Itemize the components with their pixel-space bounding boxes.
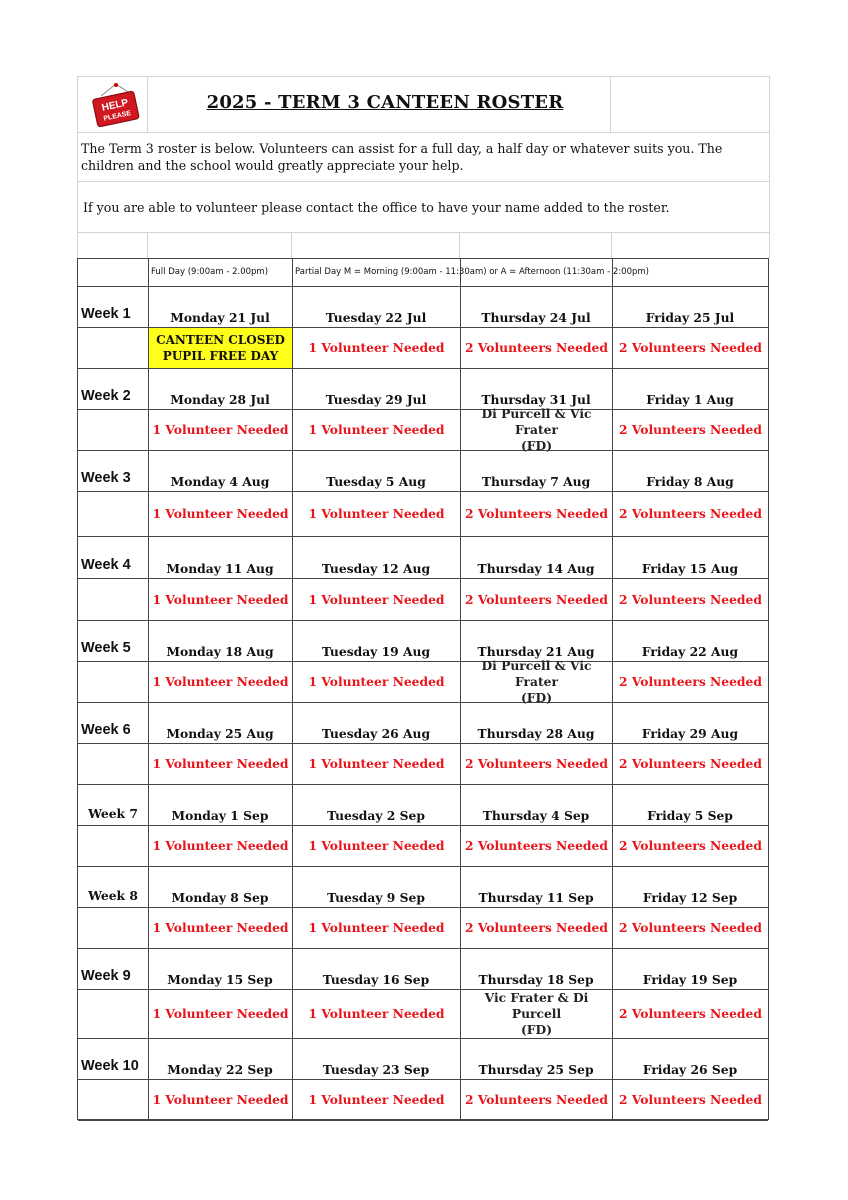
volunteer-names-cell: Vic Frater & Di Purcell (FD)	[484, 990, 589, 1037]
volunteers-needed-cell: 1 Volunteer Needed	[308, 1006, 445, 1021]
volunteers-needed-cell: 2 Volunteers Needed	[619, 1006, 762, 1021]
partial-day-caption: Partial Day M = Morning (9:00am - 11:30am) or A = Afternoon (11:30am - 2:00pm)	[295, 267, 649, 277]
volunteers-needed-cell: 1 Volunteer Needed	[308, 422, 445, 437]
full-day-caption: Full Day (9:00am - 2.00pm)	[151, 267, 269, 277]
svg-text:PLEASE: PLEASE	[102, 110, 132, 123]
contact-text: If you are able to volunteer please contact the office to have your name added to the roster.	[83, 200, 670, 215]
volunteers-needed-cell: 1 Volunteer Needed	[152, 422, 289, 437]
day-date: Tuesday 12 Aug	[321, 561, 431, 576]
day-date: Tuesday 19 Aug	[321, 644, 431, 659]
gridline	[611, 232, 612, 258]
volunteers-needed-cell: 1 Volunteer Needed	[152, 1006, 289, 1021]
volunteers-needed-cell: 2 Volunteers Needed	[619, 920, 762, 935]
volunteers-needed-cell: 2 Volunteers Needed	[465, 920, 608, 935]
day-date: Monday 28 Jul	[170, 392, 270, 407]
volunteer-names-cell: Di Purcell & Vic Frater (FD)	[481, 406, 592, 453]
week-label: Week 3	[81, 470, 131, 486]
day-date: Tuesday 23 Sep	[322, 1062, 430, 1077]
day-date: Thursday 31 Jul	[481, 392, 591, 407]
week-label: Week 2	[81, 388, 131, 404]
gridline	[291, 232, 292, 258]
day-date: Thursday 28 Aug	[477, 726, 595, 741]
volunteers-needed-cell: 1 Volunteer Needed	[152, 591, 289, 607]
day-date: Friday 29 Aug	[641, 726, 739, 741]
day-date: Thursday 11 Sep	[478, 890, 594, 905]
day-date: Friday 1 Aug	[646, 392, 734, 407]
day-date: Tuesday 9 Sep	[327, 890, 425, 905]
volunteers-needed-cell: 1 Volunteer Needed	[308, 838, 445, 853]
day-date: Friday 8 Aug	[646, 474, 734, 489]
day-date: Friday 25 Jul	[645, 310, 735, 325]
gridline	[77, 132, 769, 133]
gridline	[77, 76, 769, 77]
volunteers-needed-cell: 1 Volunteer Needed	[308, 756, 445, 771]
day-date: Monday 25 Aug	[166, 726, 274, 741]
roster-table	[77, 258, 769, 1120]
volunteers-needed-cell: 1 Volunteer Needed	[152, 674, 289, 689]
canteen-closed-cell: CANTEEN CLOSED PUPIL FREE DAY	[149, 328, 292, 368]
day-date: Thursday 18 Sep	[478, 972, 594, 987]
week-label: Week 7	[88, 806, 138, 821]
help-please-sign-icon	[91, 82, 141, 128]
day-date: Thursday 24 Jul	[481, 310, 591, 325]
day-date: Tuesday 2 Sep	[327, 808, 425, 823]
day-date: Thursday 25 Sep	[478, 1062, 594, 1077]
day-date: Friday 26 Sep	[642, 1062, 738, 1077]
gridline	[769, 76, 770, 258]
gridline	[147, 76, 148, 132]
week-label: Week 4	[81, 557, 131, 573]
day-date: Monday 11 Aug	[166, 561, 274, 576]
volunteers-needed-cell: 1 Volunteer Needed	[152, 838, 289, 853]
day-date: Tuesday 22 Jul	[325, 310, 427, 325]
day-date: Friday 12 Sep	[642, 890, 738, 905]
day-date: Tuesday 29 Jul	[325, 392, 427, 407]
gridline	[77, 76, 78, 258]
volunteers-needed-cell: 2 Volunteers Needed	[619, 1092, 762, 1107]
gridline	[77, 181, 769, 182]
day-date: Monday 21 Jul	[170, 310, 270, 325]
day-date: Tuesday 5 Aug	[326, 474, 426, 489]
volunteers-needed-cell: 2 Volunteers Needed	[465, 838, 608, 853]
week-label: Week 5	[81, 640, 131, 656]
week-label: Week 10	[81, 1058, 139, 1074]
volunteers-needed-cell: 2 Volunteers Needed	[619, 506, 762, 521]
roster-header	[77, 76, 769, 258]
volunteers-needed-cell: 1 Volunteer Needed	[308, 591, 445, 607]
day-date: Thursday 4 Sep	[482, 808, 590, 823]
day-date: Friday 5 Sep	[647, 808, 733, 823]
page-title: 2025 - TERM 3 CANTEEN ROSTER	[206, 92, 564, 113]
volunteers-needed-cell: 2 Volunteers Needed	[465, 756, 608, 771]
volunteers-needed-cell: 1 Volunteer Needed	[152, 756, 289, 771]
day-date: Friday 22 Aug	[641, 644, 739, 659]
volunteers-needed-cell: 2 Volunteers Needed	[619, 838, 762, 853]
week-label: Week 6	[81, 722, 131, 738]
day-date: Thursday 7 Aug	[481, 474, 591, 489]
intro-text: The Term 3 roster is below. Volunteers can assist for a full day, a half day or whatever suits you. The children and the school would greatly appreciate your help.	[81, 141, 723, 173]
day-date: Monday 4 Aug	[170, 474, 270, 489]
day-date: Thursday 21 Aug	[477, 644, 595, 659]
volunteers-needed-cell: 2 Volunteers Needed	[619, 674, 762, 689]
volunteers-needed-cell: 1 Volunteer Needed	[308, 506, 445, 521]
volunteers-needed-cell: 1 Volunteer Needed	[308, 340, 445, 355]
volunteers-needed-cell: 2 Volunteers Needed	[465, 591, 608, 607]
volunteers-needed-cell: 2 Volunteers Needed	[465, 506, 608, 521]
day-date: Monday 15 Sep	[167, 972, 273, 987]
volunteers-needed-cell: 2 Volunteers Needed	[619, 422, 762, 437]
day-date: Monday 1 Sep	[171, 808, 269, 823]
volunteers-needed-cell: 2 Volunteers Needed	[465, 1092, 608, 1107]
volunteers-needed-cell: 2 Volunteers Needed	[619, 340, 762, 355]
volunteers-needed-cell: 2 Volunteers Needed	[619, 591, 762, 607]
volunteers-needed-cell: 1 Volunteer Needed	[308, 674, 445, 689]
day-date: Friday 15 Aug	[641, 561, 739, 576]
day-date: Monday 22 Sep	[167, 1062, 273, 1077]
svg-text:HELP: HELP	[100, 97, 130, 114]
week-label: Week 9	[81, 968, 131, 984]
volunteers-needed-cell: 2 Volunteers Needed	[619, 756, 762, 771]
volunteer-names-cell: Di Purcell & Vic Frater (FD)	[481, 658, 592, 705]
day-date: Tuesday 26 Aug	[321, 726, 431, 741]
day-date: Monday 8 Sep	[171, 890, 269, 905]
volunteers-needed-cell: 1 Volunteer Needed	[308, 1092, 445, 1107]
week-label: Week 1	[81, 306, 131, 322]
volunteers-needed-cell: 1 Volunteer Needed	[152, 506, 289, 521]
gridline	[459, 232, 460, 258]
day-date: Friday 19 Sep	[642, 972, 738, 987]
day-date: Tuesday 16 Sep	[322, 972, 430, 987]
day-date: Thursday 14 Aug	[477, 561, 595, 576]
volunteers-needed-cell: 2 Volunteers Needed	[465, 340, 608, 355]
day-date: Monday 18 Aug	[166, 644, 274, 659]
volunteers-needed-cell: 1 Volunteer Needed	[308, 920, 445, 935]
gridline	[147, 232, 148, 258]
volunteers-needed-cell: 1 Volunteer Needed	[152, 1092, 289, 1107]
volunteers-needed-cell: 1 Volunteer Needed	[152, 920, 289, 935]
gridline	[77, 232, 769, 233]
week-label: Week 8	[88, 888, 138, 903]
